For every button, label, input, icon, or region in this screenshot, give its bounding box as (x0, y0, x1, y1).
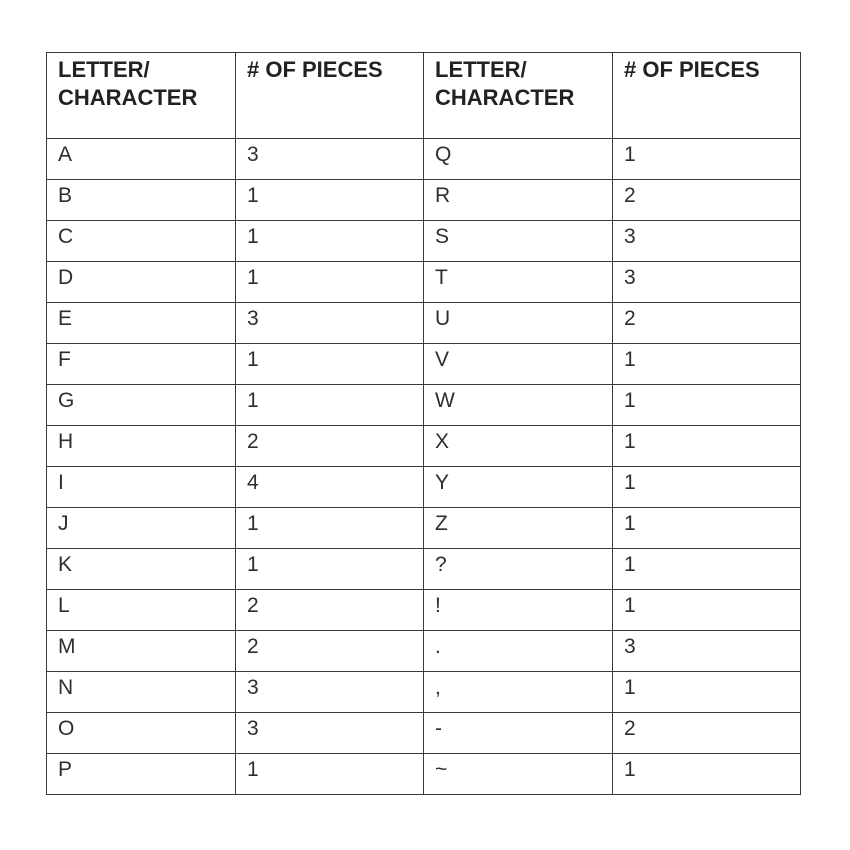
cell-number-of-pieces: 1 (613, 549, 801, 590)
table-row (47, 549, 801, 590)
table-row (47, 631, 801, 672)
cell-number-of-pieces: 2 (236, 590, 424, 631)
cell-number-of-pieces: 2 (613, 303, 801, 344)
cell-number-of-pieces: 1 (613, 508, 801, 549)
table-row (47, 180, 801, 221)
cell-letter-character: W (424, 385, 613, 426)
cell-letter-character: Z (424, 508, 613, 549)
cell-number-of-pieces: 1 (236, 508, 424, 549)
table-row (47, 590, 801, 631)
table-row (47, 426, 801, 467)
cell-letter-character: X (424, 426, 613, 467)
header-row (47, 53, 801, 139)
cell-number-of-pieces: 4 (236, 467, 424, 508)
table-body (47, 139, 801, 795)
cell-letter-character: - (424, 713, 613, 754)
cell-number-of-pieces: 2 (236, 631, 424, 672)
cell-letter-character: N (47, 672, 236, 713)
cell-letter-character: K (47, 549, 236, 590)
cell-letter-character: Y (424, 467, 613, 508)
cell-number-of-pieces: 1 (236, 262, 424, 303)
cell-letter-character: D (47, 262, 236, 303)
table-row (47, 303, 801, 344)
cell-letter-character: I (47, 467, 236, 508)
cell-number-of-pieces: 1 (236, 344, 424, 385)
cell-letter-character: M (47, 631, 236, 672)
table-row (47, 672, 801, 713)
cell-number-of-pieces: 1 (613, 344, 801, 385)
header-number-of-pieces: # OF PIECES (613, 53, 801, 139)
cell-letter-character: O (47, 713, 236, 754)
cell-letter-character: E (47, 303, 236, 344)
cell-number-of-pieces: 1 (613, 467, 801, 508)
cell-letter-character: . (424, 631, 613, 672)
cell-letter-character: ? (424, 549, 613, 590)
cell-letter-character: R (424, 180, 613, 221)
cell-letter-character: C (47, 221, 236, 262)
table-row (47, 344, 801, 385)
cell-letter-character: U (424, 303, 613, 344)
cell-number-of-pieces: 2 (236, 426, 424, 467)
cell-letter-character: ! (424, 590, 613, 631)
cell-number-of-pieces: 3 (236, 303, 424, 344)
cell-letter-character: V (424, 344, 613, 385)
cell-number-of-pieces: 1 (236, 180, 424, 221)
header-number-of-pieces: # OF PIECES (236, 53, 424, 139)
cell-letter-character: G (47, 385, 236, 426)
cell-number-of-pieces: 1 (613, 590, 801, 631)
cell-number-of-pieces: 3 (613, 631, 801, 672)
cell-number-of-pieces: 3 (236, 139, 424, 180)
cell-number-of-pieces: 2 (613, 180, 801, 221)
cell-number-of-pieces: 1 (613, 139, 801, 180)
table-row (47, 713, 801, 754)
cell-letter-character: J (47, 508, 236, 549)
cell-letter-character: S (424, 221, 613, 262)
header-letter-character: LETTER/ CHARACTER (47, 53, 236, 139)
table-row (47, 221, 801, 262)
cell-number-of-pieces: 1 (613, 385, 801, 426)
cell-number-of-pieces: 3 (236, 672, 424, 713)
cell-letter-character: L (47, 590, 236, 631)
cell-number-of-pieces: 1 (613, 672, 801, 713)
table-row (47, 262, 801, 303)
cell-letter-character: ~ (424, 754, 613, 795)
cell-number-of-pieces: 1 (236, 549, 424, 590)
letter-pieces-table (46, 52, 801, 795)
cell-number-of-pieces: 1 (613, 754, 801, 795)
cell-letter-character: P (47, 754, 236, 795)
cell-number-of-pieces: 1 (613, 426, 801, 467)
cell-letter-character: F (47, 344, 236, 385)
cell-number-of-pieces: 1 (236, 754, 424, 795)
cell-letter-character: A (47, 139, 236, 180)
table-row (47, 385, 801, 426)
cell-letter-character: T (424, 262, 613, 303)
cell-number-of-pieces: 3 (613, 221, 801, 262)
cell-number-of-pieces: 3 (236, 713, 424, 754)
cell-number-of-pieces: 1 (236, 221, 424, 262)
cell-letter-character: Q (424, 139, 613, 180)
table-row (47, 754, 801, 795)
cell-letter-character: B (47, 180, 236, 221)
cell-number-of-pieces: 2 (613, 713, 801, 754)
cell-number-of-pieces: 1 (236, 385, 424, 426)
table-row (47, 508, 801, 549)
cell-letter-character: , (424, 672, 613, 713)
cell-letter-character: H (47, 426, 236, 467)
table-row (47, 139, 801, 180)
table-row (47, 467, 801, 508)
cell-number-of-pieces: 3 (613, 262, 801, 303)
header-letter-character: LETTER/ CHARACTER (424, 53, 613, 139)
